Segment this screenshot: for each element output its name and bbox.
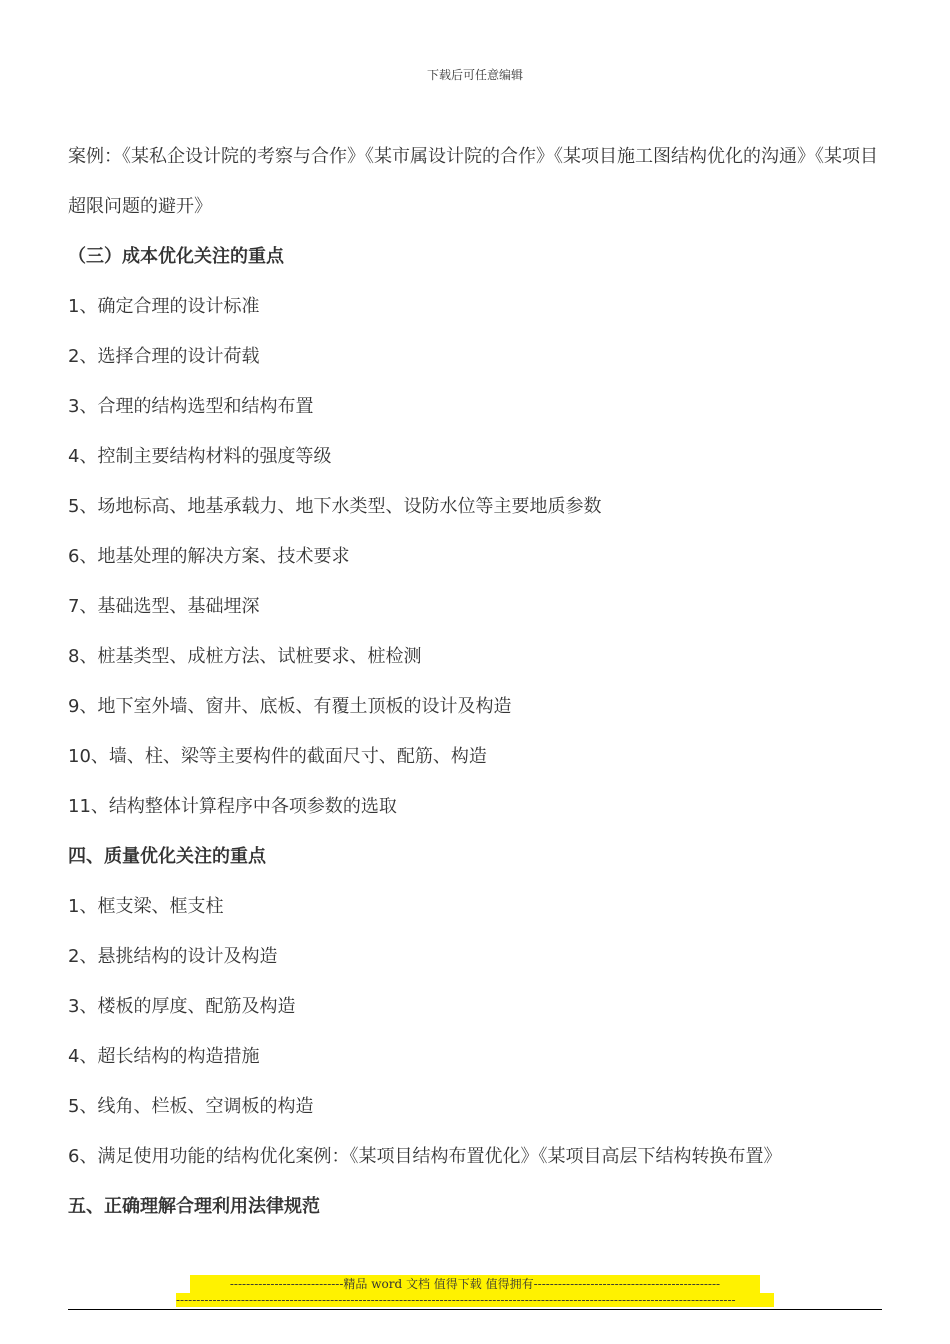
list-item: 9、地下室外墙、窗井、底板、有覆土顶板的设计及构造 xyxy=(68,696,512,717)
list-item: 4、超长结构的构造措施 xyxy=(68,1046,260,1067)
list-item: 4、控制主要结构材料的强度等级 xyxy=(68,446,332,467)
section-heading-legal-norms: 五、正确理解合理利用法律规范 xyxy=(68,1196,320,1217)
list-item: 8、桩基类型、成桩方法、试桩要求、桩检测 xyxy=(68,646,422,667)
section-heading-cost-optimization: （三）成本优化关注的重点 xyxy=(68,246,284,267)
list-item: 7、基础选型、基础埋深 xyxy=(68,596,260,617)
page-header: 下载后可任意编辑 xyxy=(426,68,523,82)
footer-divider xyxy=(68,1309,882,1310)
list-item: 6、满足使用功能的结构优化案例：《某项目结构布置优化》《某项目高层下结构转换布置》 xyxy=(68,1146,782,1167)
list-item: 1、框支梁、框支柱 xyxy=(68,896,224,917)
list-item: 5、场地标高、地基承载力、地下水类型、设防水位等主要地质参数 xyxy=(68,496,602,517)
list-item: 2、选择合理的设计荷载 xyxy=(68,346,260,367)
footer-banner: ----------------------------精品 word 文档 值得下载 值得拥有---------------------------------------------- xyxy=(190,1275,760,1293)
list-item: 3、合理的结构选型和结构布置 xyxy=(68,396,314,417)
list-item: 11、结构整体计算程序中各项参数的选取 xyxy=(68,796,397,817)
section-heading-quality-optimization: 四、质量优化关注的重点 xyxy=(68,846,266,867)
list-item: 10、墙、柱、梁等主要构件的截面尺寸、配筋、构造 xyxy=(68,746,487,767)
list-item: 1、确定合理的设计标准 xyxy=(68,296,260,317)
footer-dash-line: ------------------------------------------------------------------------------------------------------------------------------------------ xyxy=(176,1293,774,1307)
document-body xyxy=(68,132,884,1232)
list-item: 3、楼板的厚度、配筋及构造 xyxy=(68,996,296,1017)
list-item: 5、线角、栏板、空调板的构造 xyxy=(68,1096,314,1117)
list-item: 2、悬挑结构的设计及构造 xyxy=(68,946,278,967)
case-paragraph: 案例：《某私企设计院的考察与合作》《某市属设计院的合作》《某项目施工图结构优化的沟通》《某项目超限问题的避开》 xyxy=(68,146,878,217)
list-item: 6、地基处理的解决方案、技术要求 xyxy=(68,546,350,567)
